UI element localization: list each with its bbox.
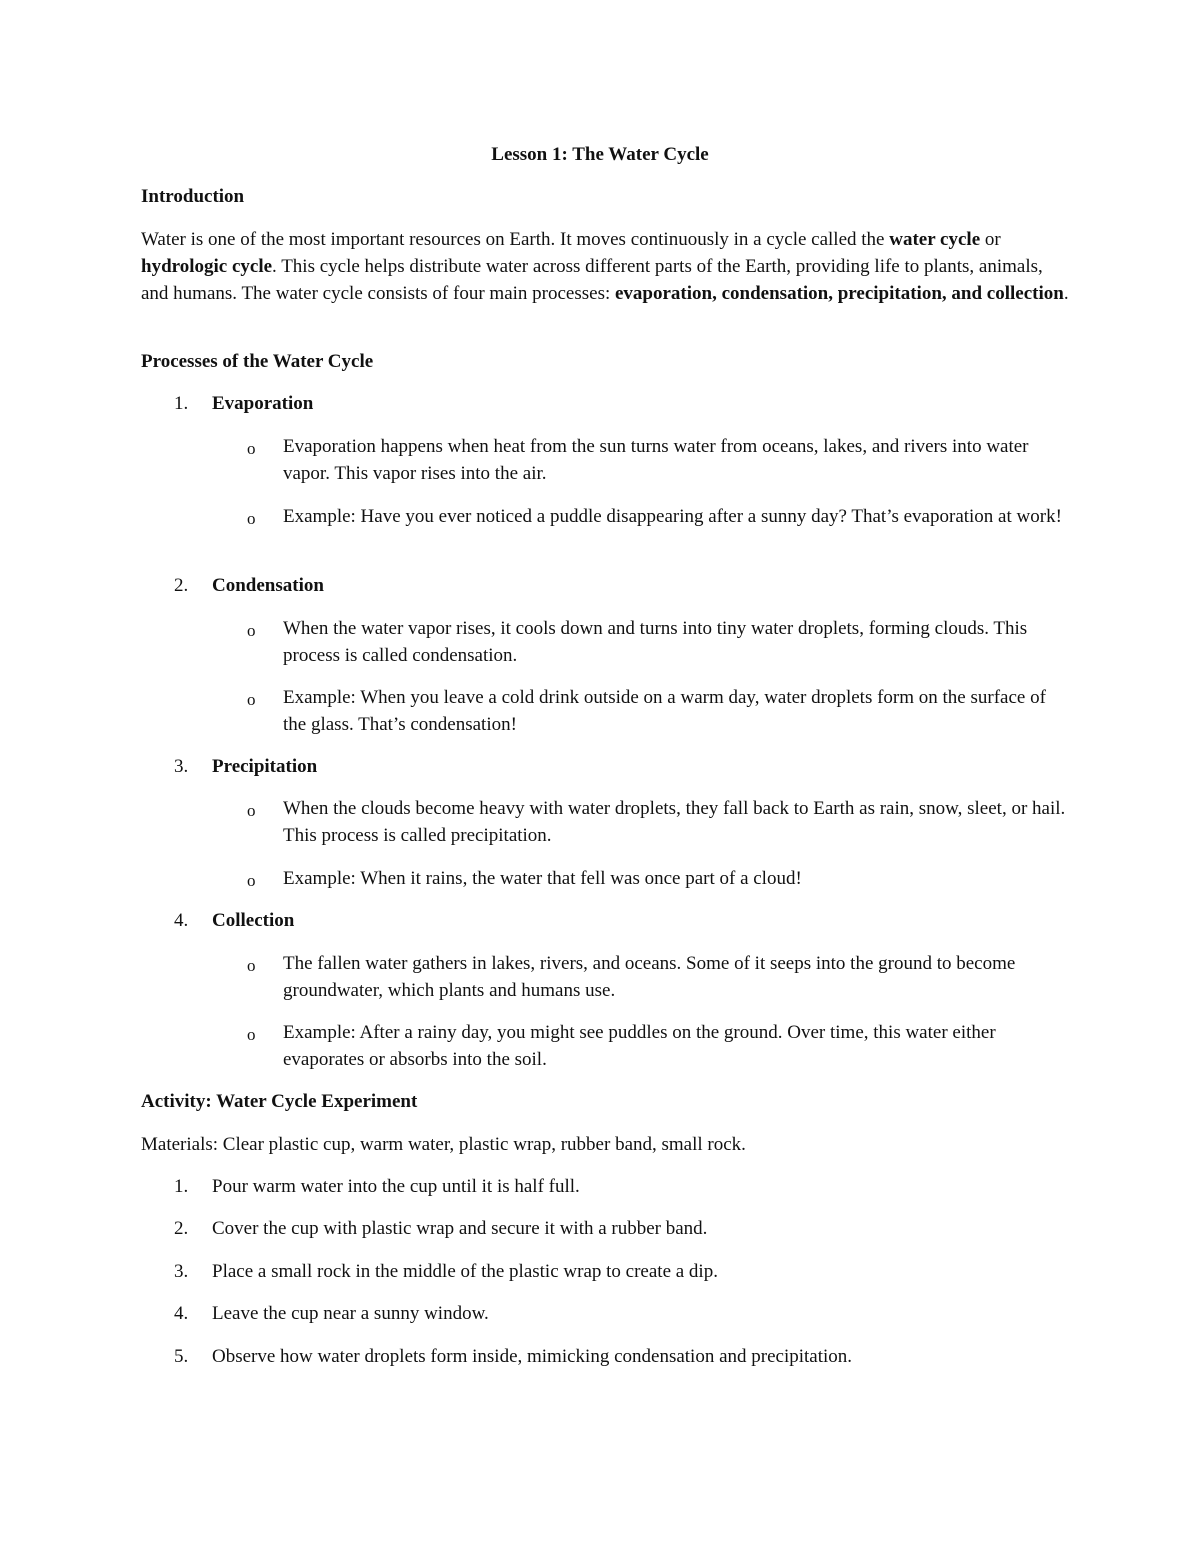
list-number: 4. (174, 1303, 189, 1324)
bullet-marker: o (247, 871, 256, 890)
bullet-text: Example: When it rains, the water that fell was once part of a cloud! (283, 868, 802, 889)
step-text: Cover the cup with plastic wrap and secure it with a rubber band. (212, 1218, 708, 1239)
process-title: Evaporation (212, 393, 314, 414)
bullet-marker: o (247, 801, 256, 820)
processes-heading: Processes of the Water Cycle (141, 351, 374, 372)
materials-text: Materials: Clear plastic cup, warm water, plastic wrap, rubber band, small rock. (141, 1134, 746, 1155)
process-title: Condensation (212, 575, 324, 596)
list-number: 4. (174, 910, 189, 931)
intro-text-1: Water is one of the most important resources on Earth. It moves continuously in a cycle called the (141, 229, 890, 250)
bullet-text: Evaporation happens when heat from the sun turns water from oceans, lakes, and rivers into water vapor. This vapor rises into the air. (283, 436, 1029, 484)
list-number: 1. (174, 1176, 189, 1197)
bullet-text: When the water vapor rises, it cools down and turns into tiny water droplets, forming clouds. This process is called condensation. (283, 618, 1028, 666)
list-number: 2. (174, 575, 189, 596)
activity-heading: Activity: Water Cycle Experiment (141, 1091, 418, 1112)
bullet-marker: o (247, 439, 256, 458)
bullet-text: When the clouds become heavy with water droplets, they fall back to Earth as rain, snow, sleet, or hail. This process is called precipitation. (283, 798, 1066, 846)
intro-term-water-cycle: water cycle (889, 229, 981, 250)
list-number: 5. (174, 1346, 189, 1367)
intro-text-2: or (980, 229, 1001, 250)
bullet-marker: o (247, 1025, 256, 1044)
step-text: Place a small rock in the middle of the plastic wrap to create a dip. (212, 1261, 718, 1282)
step-text: Observe how water droplets form inside, mimicking condensation and precipitation. (212, 1346, 853, 1367)
list-number: 3. (174, 1261, 189, 1282)
list-number: 1. (174, 393, 189, 414)
page-title: Lesson 1: The Water Cycle (491, 144, 709, 165)
introduction-paragraph (141, 226, 1071, 307)
process-title: Precipitation (212, 756, 318, 777)
list-number: 2. (174, 1218, 189, 1239)
step-text: Leave the cup near a sunny window. (212, 1303, 489, 1324)
process-title: Collection (212, 910, 295, 931)
bullet-text: Example: Have you ever noticed a puddle disappearing after a sunny day? That’s evaporation at work! (283, 506, 1062, 527)
list-number: 3. (174, 756, 189, 777)
bullet-marker: o (247, 509, 256, 528)
intro-term-hydrologic-cycle: hydrologic cycle (141, 256, 273, 277)
introduction-heading: Introduction (141, 186, 245, 207)
intro-term-processes: evaporation, condensation, precipitation, and collection (615, 283, 1064, 304)
bullet-text: The fallen water gathers in lakes, rivers, and oceans. Some of it seeps into the ground to become groundwater, which plants and humans use. (283, 953, 1016, 1001)
bullet-text: Example: After a rainy day, you might see puddles on the ground. Over time, this water either evaporates or absorbs into the soil. (283, 1022, 996, 1070)
intro-text-4: . (1063, 283, 1069, 304)
bullet-marker: o (247, 621, 256, 640)
bullet-text: Example: When you leave a cold drink outside on a warm day, water droplets form on the surface of the glass. That’s condensation! (283, 687, 1046, 735)
bullet-marker: o (247, 690, 256, 709)
step-text: Pour warm water into the cup until it is half full. (212, 1176, 580, 1197)
intro-text-3: . This cycle helps distribute water across different parts of the Earth, providing life to plants, animals, and humans. The water cycle consists of four main processes: (141, 256, 1043, 304)
bullet-marker: o (247, 956, 256, 975)
